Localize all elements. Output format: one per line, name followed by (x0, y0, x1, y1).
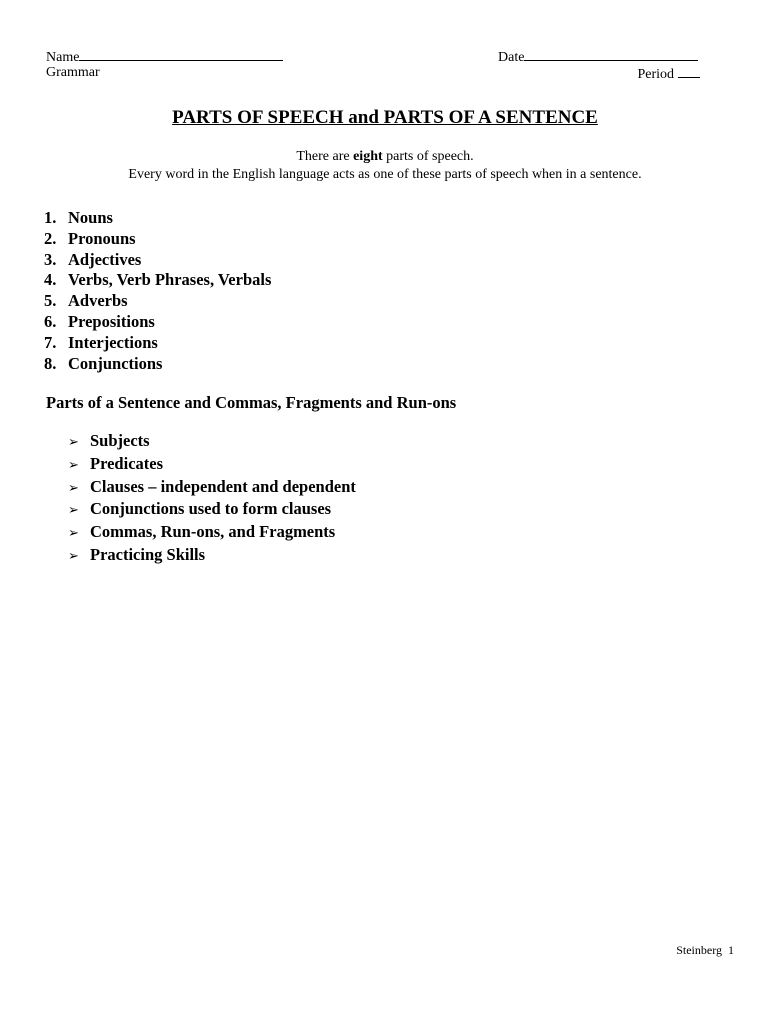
arrow-bullet-icon: ➢ (68, 480, 79, 496)
item-label: Practicing Skills (90, 544, 206, 564)
item-number: 1. (44, 208, 57, 227)
period-field (637, 65, 700, 83)
item-number: 4. (44, 270, 57, 290)
item-label: Verbs, Verb Phrases, Verbals (68, 270, 272, 290)
page-footer (676, 943, 734, 957)
arrow-bullet-icon: ➢ (68, 526, 79, 542)
arrow-bullet-icon: ➢ (68, 503, 79, 519)
course-label: Grammar (46, 65, 100, 80)
list-item (44, 270, 271, 291)
name-field (46, 48, 283, 66)
list-item (68, 431, 356, 454)
item-label: Subjects (90, 431, 150, 450)
item-label: Adjectives (68, 249, 142, 269)
name-label: Name (46, 50, 80, 65)
item-label: Conjunctions used to form clauses (90, 499, 332, 519)
intro-text-after: parts of speech. (382, 149, 474, 164)
list-item (68, 477, 356, 500)
list-item (44, 250, 271, 271)
list-item (44, 229, 271, 250)
list-item (44, 333, 271, 354)
footer-page-number: 1 (728, 943, 734, 957)
parts-of-speech-list (44, 208, 271, 374)
list-item (68, 522, 356, 545)
intro-line-2: Every word in the English language acts as one of these parts of speech when in a sentence. (128, 167, 642, 182)
item-label: Conjunctions (68, 353, 163, 373)
list-item (44, 291, 271, 312)
item-label: Nouns (68, 208, 113, 227)
sentence-topics-list (68, 431, 356, 568)
arrow-bullet-icon: ➢ (68, 548, 79, 564)
item-number: 7. (44, 332, 57, 352)
item-label: Pronouns (68, 228, 136, 248)
list-item (44, 312, 271, 333)
item-label: Predicates (90, 453, 164, 473)
item-number: 3. (44, 249, 57, 269)
intro-text-before: There are (296, 149, 354, 164)
item-label: Prepositions (68, 311, 155, 331)
period-label: Period (637, 67, 674, 82)
list-item (68, 454, 356, 477)
item-label: Clauses – independent and dependent (90, 476, 356, 496)
arrow-bullet-icon: ➢ (68, 457, 79, 473)
intro-emphasis: eight (353, 149, 383, 164)
list-item (44, 208, 271, 229)
date-label: Date (498, 50, 525, 65)
page-title: PARTS OF SPEECH and PARTS OF A SENTENCE (172, 107, 598, 128)
item-number: 2. (44, 228, 57, 248)
item-label: Interjections (68, 332, 158, 352)
date-blank-line (524, 48, 698, 61)
list-item (44, 354, 271, 375)
section-heading: Parts of a Sentence and Commas, Fragments and Run-ons (46, 393, 457, 412)
item-number: 5. (44, 291, 57, 311)
intro-line-1 (0, 148, 770, 166)
date-field (498, 48, 698, 66)
list-item (68, 499, 356, 522)
name-blank-line (79, 48, 283, 61)
item-number: 6. (44, 311, 57, 331)
item-label: Adverbs (68, 291, 128, 311)
period-blank-line (678, 65, 700, 78)
footer-author: Steinberg (676, 943, 722, 957)
list-item (68, 545, 356, 568)
arrow-bullet-icon: ➢ (68, 435, 79, 450)
item-number: 8. (44, 353, 57, 373)
item-label: Commas, Run-ons, and Fragments (90, 522, 336, 542)
